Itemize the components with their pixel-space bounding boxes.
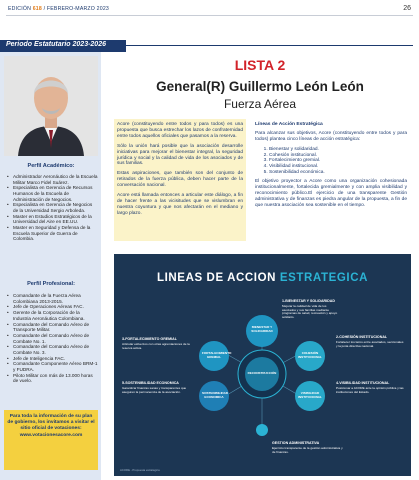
list-item: • Master en Estudios Estratégicos de la Universidad del Aire en EE.UU. <box>6 214 98 225</box>
item-text: Ejercicio transparente de la gestión administrativa y de finanzas. <box>272 445 343 454</box>
strategy-title: Líneas de Acción Estratégica <box>255 122 323 127</box>
academic-profile-list <box>6 174 98 242</box>
strategy-closing: El objetivo proyector a Acore como una organización cohesionada institucionalmente, fortalecida gremialmente y con amplia visibilidad y reconocimiento público.El ejercicio de una transparente Gestión administrativa y de finanzas es piedra angular de la propuesta, a fin de que nuestra asociación sea sostenible en el tiempo. <box>255 179 407 208</box>
item-heading: GESTION ADMINISTRATIVA <box>272 441 320 445</box>
item-heading: 3-FORTALECIMIENTO GREMIAL <box>122 337 177 341</box>
list-item: 5. Sostenibilidad económica. <box>269 170 407 176</box>
item-text: Garantizar finanzas sanas y transparentes que aseguren la permanencia de la asociación. <box>122 385 187 394</box>
list-item: • Jefe de Operaciones Aéreas FAC. <box>6 304 98 310</box>
vote-info-box <box>4 410 98 470</box>
list-item: • Jefe de Inteligencia FAC. <box>6 356 98 362</box>
paragraph: Acore está llamada entonces a articular este diálogo, a fin de hacer frente a las vicisitudes que se vislumbran en nuestra coyuntura y que nos afectarán en el mediano y largo plazo. <box>117 193 243 216</box>
infographic-diagram <box>114 254 411 476</box>
list-item: • Especialista en Gerencia de Negocios de la Universidad Sergio Arboleda. <box>6 202 98 213</box>
professional-profile-title: Perfil Profesional: <box>27 281 75 287</box>
section-divider <box>126 45 413 46</box>
infographic-title <box>114 272 411 284</box>
vote-link[interactable]: www.votacionesacore.com <box>19 432 83 438</box>
list-item: • Comandante Componente Aéreo BRM-1 y FUDRA. <box>6 361 98 372</box>
item-heading: 1-BIENESTAR Y SOLIDARIDAD <box>282 299 335 303</box>
page-number: 26 <box>403 5 411 12</box>
infographic-item <box>272 442 344 454</box>
list-item: • Comandante del Comando Aéreo de Combate No. 3. <box>6 344 98 355</box>
edition-number: 618 <box>32 6 42 12</box>
list-item: • Comandante de la Fuerza Aérea Colombiana 2013-2015. <box>6 293 98 304</box>
strategy-infographic <box>114 254 411 476</box>
item-heading: 4-VISIBILIDAD INSTITUCIONAL <box>336 381 390 385</box>
candidate-name: General(R) Guillermo León León <box>156 79 364 94</box>
list-item: • Gerente de la Corporación de la Industria Aeronáutica Colombiana. <box>6 310 98 321</box>
node-label: SOSTENIBILIDAD ECONOMICA <box>202 391 229 399</box>
list-item: • Comandante del Comando Aéreo de Transporte Militar. <box>6 322 98 333</box>
vote-text: Para toda la información de su plan de gobierno, los invitamos a visitar el sitio oficial de votaciones: <box>7 414 95 432</box>
item-text: Posicionar a ACORE ante la opinión pública y las instituciones del Estado. <box>336 385 404 394</box>
section-banner: Periodo Estatutario 2023-2026 <box>0 40 126 52</box>
page-header <box>0 0 419 34</box>
infographic-item <box>336 382 404 394</box>
list-number-title: LISTA 2 <box>234 57 286 73</box>
node-label: VISIBILIDAD INSTITUCIONAL <box>298 391 322 399</box>
paragraph: Acore (constituyendo entre todos y para todos) es una propuesta que busca estrechar los lazos de confraternidad entre todos aquellos oficiales que pasamos a la reserva. <box>117 122 243 139</box>
candidate-force: Fuerza Aérea <box>223 97 297 111</box>
infographic-footnote: ACORE - Propuesta estratégica <box>120 468 160 472</box>
edition-label: EDICIÓN <box>8 6 32 12</box>
infographic-title-accent: ESTRATEGICA <box>279 272 369 284</box>
edition-info <box>8 6 109 12</box>
list-item: • Piloto Militar con más de 13.000 horas de vuelo. <box>6 373 98 384</box>
list-item: • Master en Seguridad y Defensa de la Escuela Superior de Guerra de Colombia. <box>6 225 98 242</box>
infographic-item <box>282 300 340 320</box>
item-text: Mejorar la calidad de vida de los asociados y sus familias mediante programas de salud, recreación y apoyo solidario. <box>282 303 338 320</box>
item-heading: 2-COHESIÓN INSTITUCIONAL <box>336 335 388 339</box>
node-label: BIENESTAR Y SOLIDARIDAD <box>251 325 273 333</box>
item-text: Fortalecer los lazos entre asociados, seccionales y la junta directiva nacional. <box>336 339 404 348</box>
academic-profile-title: Perfil Académico: <box>27 163 75 169</box>
edition-date: / FEBRERO-MARZO 2023 <box>43 6 110 12</box>
professional-profile-list <box>6 293 98 384</box>
strategy-column <box>252 119 410 241</box>
item-text: Articular esfuerzos con otras agremiaciones de la reserva activa. <box>122 341 190 350</box>
infographic-item <box>336 336 404 348</box>
list-item: 3. Fortalecimiento gremial. <box>269 158 407 164</box>
item-heading: 5-SOSTENIBILIDAD ECONOMICA <box>122 381 179 385</box>
list-item: • Especialista en Gerencia de Recursos Humanos de la Escuela de Administración de Negocios. <box>6 185 98 202</box>
strategy-list <box>269 147 407 176</box>
proposal-column <box>114 119 246 241</box>
infographic-item <box>122 338 194 350</box>
list-item: • Administrador Aeronáutico de la Escuela Militar Marco Fidel Suárez. <box>6 174 98 185</box>
center-node-label: RECONSTRUCCIÓN <box>247 371 277 375</box>
paragraph: Estas aspiraciones, que también son del conjunto de retirados de la fuerza pública, deben hacer parte de la conversación nacional. <box>117 171 243 189</box>
infographic-title-main: LINEAS DE ACCION <box>156 272 277 284</box>
list-item: 2. Cohesión institucional. <box>269 153 407 159</box>
paragraph: Sólo la unión hará posible que la asociación desarrolle iniciativas para mejorar el bienestar integral, la seguridad jurídica y social y la calidad de vida de los asociados y de sus familias. <box>117 143 243 167</box>
list-item: • Comandante del Comando Aéreo de Combate No. 1. <box>6 333 98 344</box>
infographic-item <box>122 382 194 394</box>
node-label: FORTALECIMIENTO GREMIAL <box>202 351 232 359</box>
strategy-intro: Para alcanzar sus objetivos, Acore (constituyendo entre todos y para todos) plantea cinco líneas de acción estratégica: <box>255 131 407 142</box>
list-item: 4. Visibilidad institucional. <box>269 164 407 170</box>
header-divider <box>6 15 413 16</box>
portrait-illustration <box>4 56 98 156</box>
node-label: COHESIÓN INSTITUCIONAL <box>298 351 322 359</box>
list-item: 1. Bienestar y solidaridad. <box>269 147 407 153</box>
candidate-photo <box>4 56 98 156</box>
